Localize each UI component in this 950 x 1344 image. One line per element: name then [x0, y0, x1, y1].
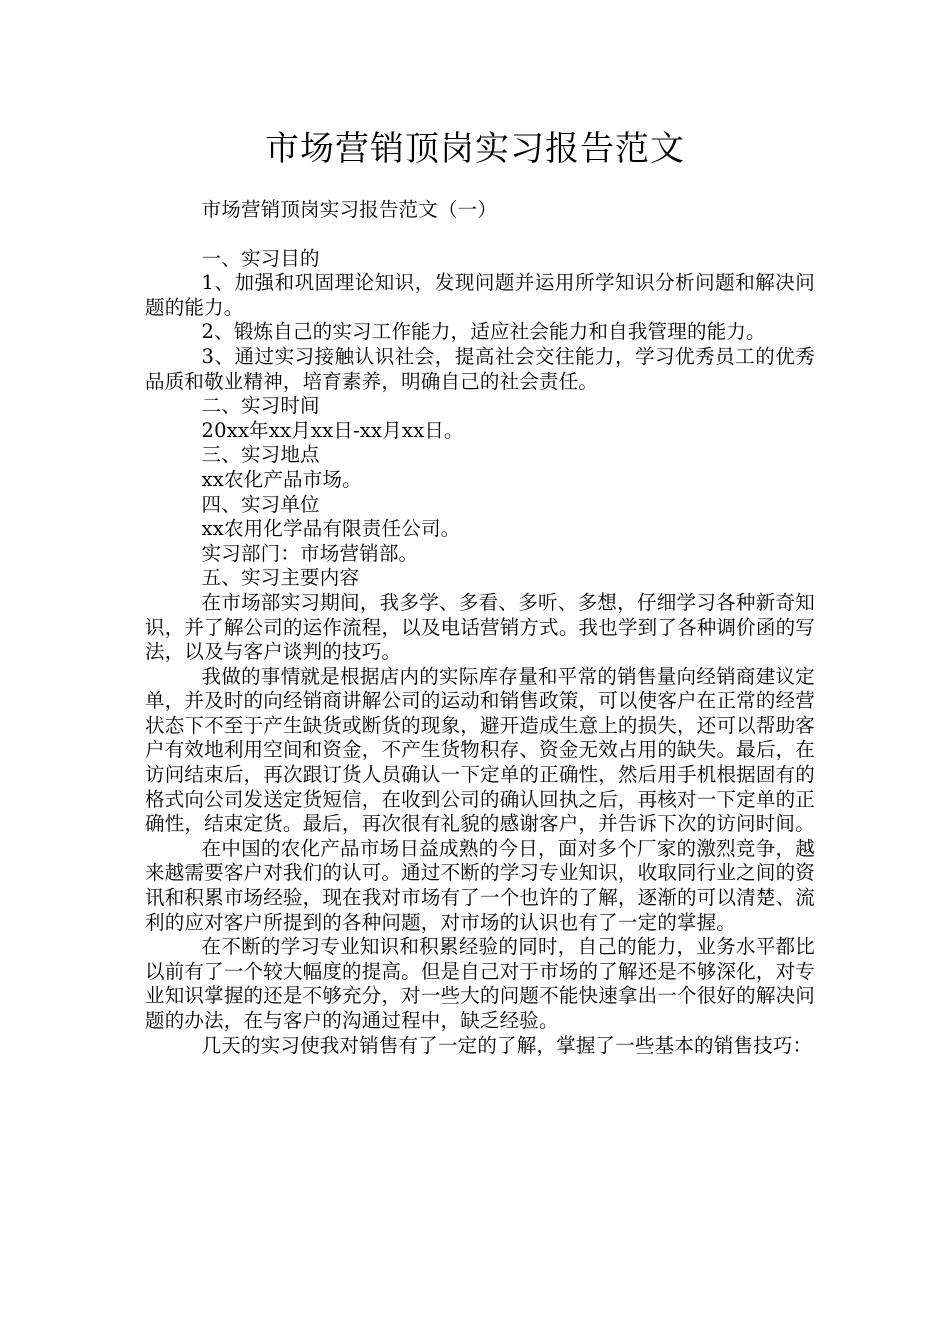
- paragraph-content-5: 几天的实习使我对销售有了一定的了解，掌握了一些基本的销售技巧：: [201, 1033, 813, 1057]
- heading-purpose: 一、实习目的: [201, 246, 320, 270]
- paragraph-time: 20xx年xx月xx日-xx月xx日。: [201, 418, 464, 442]
- paragraph-content-4: 在不断的学习专业知识和积累经验的同时，自己的能力，业务水平都比以前有了一个较大幅度的提高。但是自己对于市场的了解还是不够深化，对专业知识掌握的还是不够充分，对一些大的问题不能快速拿出一个很好的解决问题的办法，在与客户的沟通过程中，缺乏经验。: [145, 935, 815, 1032]
- paragraph-department: 实习部门：市场营销部。: [201, 541, 419, 565]
- paragraph-content-2: 我做的事情就是根据店内的实际库存量和平常的销售量向经销商建议定单，并及时的向经销商讲解公司的运动和销售政策，可以使客户在正常的经营状态下不至于产生缺货或断货的现象，避开造成生意上的损失，还可以帮助客户有效地利用空间和资金，不产生货物积存、资金无效占用的缺失。最后，在访问结束后，再次跟订货人员确认一下定单的正确性，然后用手机根据固有的格式向公司发送定货短信，在收到公司的确认回执之后，再核对一下定单的正确性，结束定货。最后，再次很有礼貌的感谢客户，并告诉下次的访问时间。: [145, 664, 815, 836]
- document-title: 市场营销顶岗实习报告范文: [265, 129, 685, 169]
- heading-time: 二、实习时间: [201, 394, 320, 418]
- paragraph-unit: xx农用化学品有限责任公司。: [201, 517, 461, 541]
- section-subtitle: 市场营销顶岗实习报告范文（一）: [201, 198, 498, 221]
- heading-unit: 四、实习单位: [201, 492, 320, 516]
- paragraph-content-1: 在市场部实习期间，我多学、多看、多听、多想，仔细学习各种新奇知识，并了解公司的运作流程，以及电话营销方式。我也学到了各种调价函的写法，以及与客户谈判的技巧。: [145, 590, 815, 664]
- paragraph-location: xx农化产品市场。: [201, 467, 362, 491]
- heading-content: 五、实习主要内容: [201, 566, 360, 590]
- paragraph-purpose-1: 1、加强和巩固理论知识，发现问题并运用所学知识分析问题和解决问题的能力。: [145, 271, 815, 319]
- paragraph-content-3: 在中国的农化产品市场日益成熟的今日，面对多个厂家的激烈竞争，越来越需要客户对我们的认可。通过不断的学习专业知识，收取同行业之间的资讯和积累市场经验，现在我对市场有了一个也许的了解，逐渐的可以清楚、流利的应对客户所提到的各种问题，对市场的认识也有了一定的掌握。: [145, 836, 815, 934]
- document-body: [145, 198, 815, 1058]
- paragraph-purpose-2: 2、锻炼自己的实习工作能力，适应社会能力和自我管理的能力。: [201, 320, 766, 344]
- paragraph-purpose-3: 3、通过实习接触认识社会，提高社会交往能力，学习优秀员工的优秀品质和敬业精神，培育素养，明确自己的社会责任。: [145, 344, 815, 393]
- heading-location: 三、实习地点: [201, 443, 320, 467]
